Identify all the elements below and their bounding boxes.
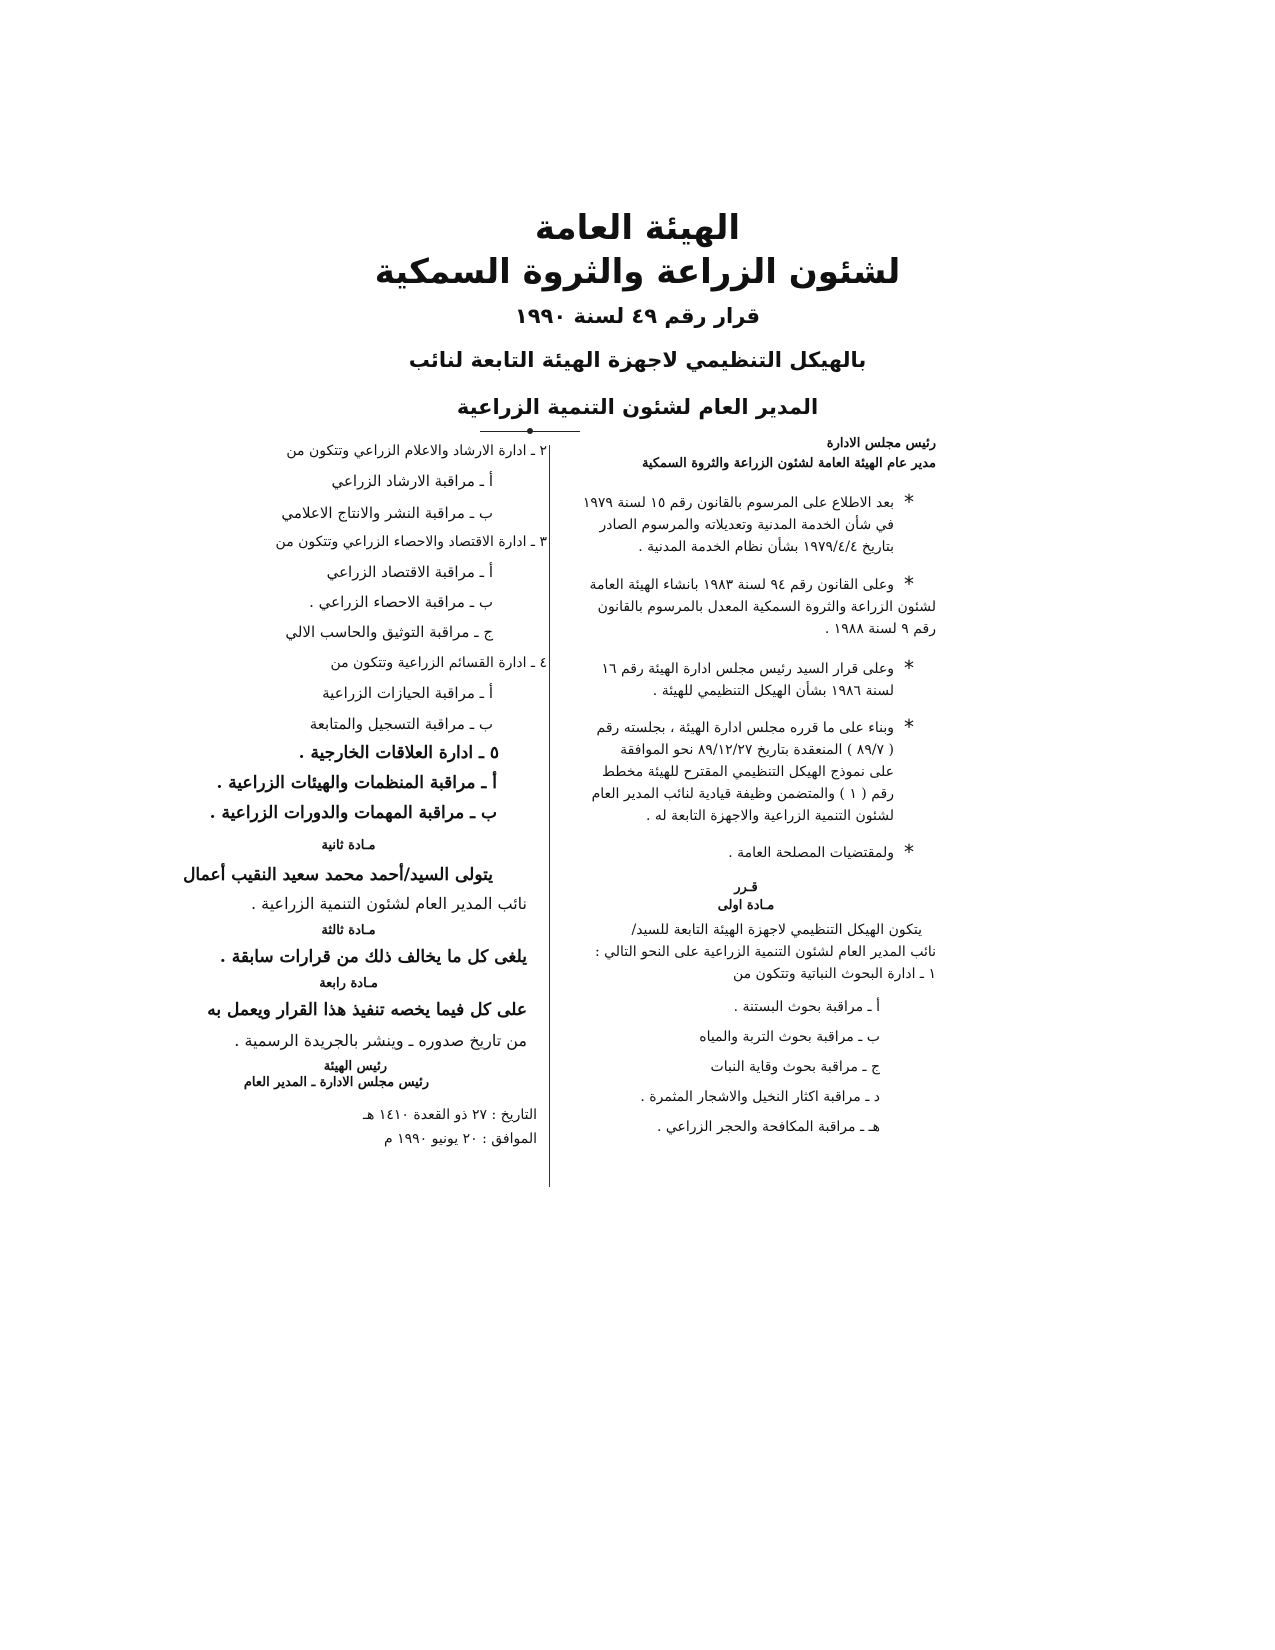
issuer-title: رئيس مجلس الادارة <box>826 436 936 451</box>
signature-line-1: رئيس الهيئة <box>323 1059 387 1074</box>
clause-1-line-3: بتاريخ ١٩٧٩/٤/٤ بشأن نظام الخدمة المدنية . <box>638 539 894 555</box>
clause-5: ولمقتضيات المصلحة العامة . <box>728 845 894 861</box>
date-gregorian: الموافق : ٢٠ يونيو ١٩٩٠ م <box>384 1131 537 1147</box>
clause-2-line-2: لشئون الزراعة والثروة السمكية المعدل بالمرسوم بالقانون <box>597 599 936 615</box>
clause-4-line-4: رقم ( ١ ) والمتضمن وظيفة قيادية لنائب المدير العام <box>591 786 894 802</box>
clause-2-line-3: رقم ٩ لسنة ١٩٨٨ . <box>824 621 936 637</box>
article-1-item-b: ب ـ مراقبة بحوث التربة والمياه <box>699 1029 880 1045</box>
clause-3-marker: * <box>904 656 914 680</box>
authority-name-line2: لشئون الزراعة والثروة السمكية <box>374 252 901 292</box>
authority-name-line1: الهيئة العامة <box>534 208 741 248</box>
dept-3-item-a: أ ـ مراقبة الاقتصاد الزراعي <box>326 563 493 581</box>
article-1-item-c: ج ـ مراقبة بحوث وقاية النبات <box>710 1059 880 1075</box>
decision-subject-line1: بالهيكل التنظيمي لاجهزة الهيئة التابعة لنائب <box>408 348 867 372</box>
article-1-line-3: ١ ـ ادارة البحوث النباتية وتتكون من <box>732 966 936 982</box>
dept-4-item-a: أ ـ مراقبة الحيازات الزراعية <box>322 684 493 702</box>
dept-5: ٥ ـ ادارة العلاقات الخارجية . <box>298 743 499 763</box>
dept-5-item-a: أ ـ مراقبة المنظمات والهيئات الزراعية . <box>216 773 497 793</box>
decides-heading: قـرر <box>734 880 758 895</box>
article-1-item-a: أ ـ مراقبة بحوث البستنة . <box>733 999 880 1015</box>
dept-3-item-b: ب ـ مراقبة الاحصاء الزراعي . <box>309 593 493 611</box>
column-divider <box>549 445 550 1187</box>
article-1-item-d: د ـ مراقبة اكثار النخيل والاشجار المثمرة . <box>640 1089 880 1105</box>
article-2-title: مـادة ثانية <box>321 838 376 853</box>
article-3-line: يلغى كل ما يخالف ذلك من قرارات سابقة . <box>219 947 527 967</box>
clause-5-marker: * <box>904 840 914 864</box>
clause-1-line-2: في شأن الخدمة المدنية وتعديلاته والمرسوم الصادر <box>599 517 894 533</box>
left-column <box>150 0 547 1650</box>
right-column <box>556 0 936 1650</box>
article-3-title: مـادة ثالثة <box>321 923 376 938</box>
clause-2-line-1: وعلى القانون رقم ٩٤ لسنة ١٩٨٣ بانشاء الهيئة العامة <box>589 577 894 593</box>
decision-number: قرار رقم ٤٩ لسنة ١٩٩٠ <box>514 304 761 328</box>
dept-4-item-b: ب ـ مراقبة التسجيل والمتابعة <box>309 715 493 733</box>
clause-4-line-3: على نموذج الهيكل التنظيمي المقترح للهيئة مخطط <box>601 764 894 780</box>
article-1-title: مـادة اولى <box>717 898 775 913</box>
dept-2-item-b: ب ـ مراقبة النشر والانتاج الاعلامي <box>281 504 493 522</box>
date-hijri: التاريخ : ٢٧ ذو القعدة ١٤١٠ هـ <box>362 1107 537 1123</box>
decision-subject-line2: المدير العام لشئون التنمية الزراعية <box>456 395 819 419</box>
article-1-item-e: هـ ـ مراقبة المكافحة والحجر الزراعي . <box>656 1119 880 1135</box>
clause-4-line-1: وبناء على ما قرره مجلس ادارة الهيئة ، بجلسته رقم <box>596 720 894 736</box>
article-1-line-1: يتكون الهيكل التنظيمي لاجهزة الهيئة التابعة للسيد/ <box>631 922 922 938</box>
clause-3-line-1: وعلى قرار السيد رئيس مجلس ادارة الهيئة رقم ١٦ <box>601 661 894 677</box>
signature-line-2: رئيس مجلس الادارة ـ المدير العام <box>243 1075 429 1090</box>
dept-3-item-c: ج ـ مراقبة التوثيق والحاسب الالي <box>285 623 493 641</box>
clause-3-line-2: لسنة ١٩٨٦ بشأن الهيكل التنظيمي للهيئة . <box>652 683 894 699</box>
clause-4-line-5: لشئون التنمية الزراعية والاجهزة التابعة له . <box>645 808 894 824</box>
clause-4-line-2: ( ٨٩/٧ ) المنعقدة بتاريخ ٨٩/١٢/٢٧ نحو الموافقة <box>620 742 894 758</box>
clause-1-line-1: بعد الاطلاع على المرسوم بالقانون رقم ١٥ لسنة ١٩٧٩ <box>582 495 894 511</box>
clause-2-marker: * <box>904 572 914 596</box>
clause-4-marker: * <box>904 715 914 739</box>
article-2-line-2: نائب المدير العام لشئون التنمية الزراعية . <box>250 894 527 913</box>
article-4-line-1: على كل فيما يخصه تنفيذ هذا القرار ويعمل به <box>207 1000 527 1020</box>
article-4-title: مـادة رابعة <box>319 976 378 991</box>
article-1-line-2: نائب المدير العام لشئون التنمية الزراعية على النحو التالي : <box>594 944 936 960</box>
dept-3: ٣ ـ ادارة الاقتصاد والاحصاء الزراعي وتتكون من <box>275 534 547 550</box>
dept-2-item-a: أ ـ مراقبة الارشاد الزراعي <box>331 472 493 490</box>
article-4-line-2: من تاريخ صدوره ـ وينشر بالجريدة الرسمية . <box>234 1031 527 1050</box>
article-2-line-1: يتولى السيد/أحمد محمد سعيد النقيب أعمال <box>183 865 493 885</box>
dept-2: ٢ ـ ادارة الارشاد والاعلام الزراعي وتتكون من <box>286 443 547 459</box>
dept-5-item-b: ب ـ مراقبة المهمات والدورات الزراعية . <box>209 803 497 823</box>
clause-1-marker: * <box>904 490 914 514</box>
dept-4: ٤ ـ ادارة القسائم الزراعية وتتكون من <box>330 655 547 671</box>
issuer-subtitle: مدير عام الهيئة العامة لشئون الزراعة والثروة السمكية <box>641 456 936 471</box>
